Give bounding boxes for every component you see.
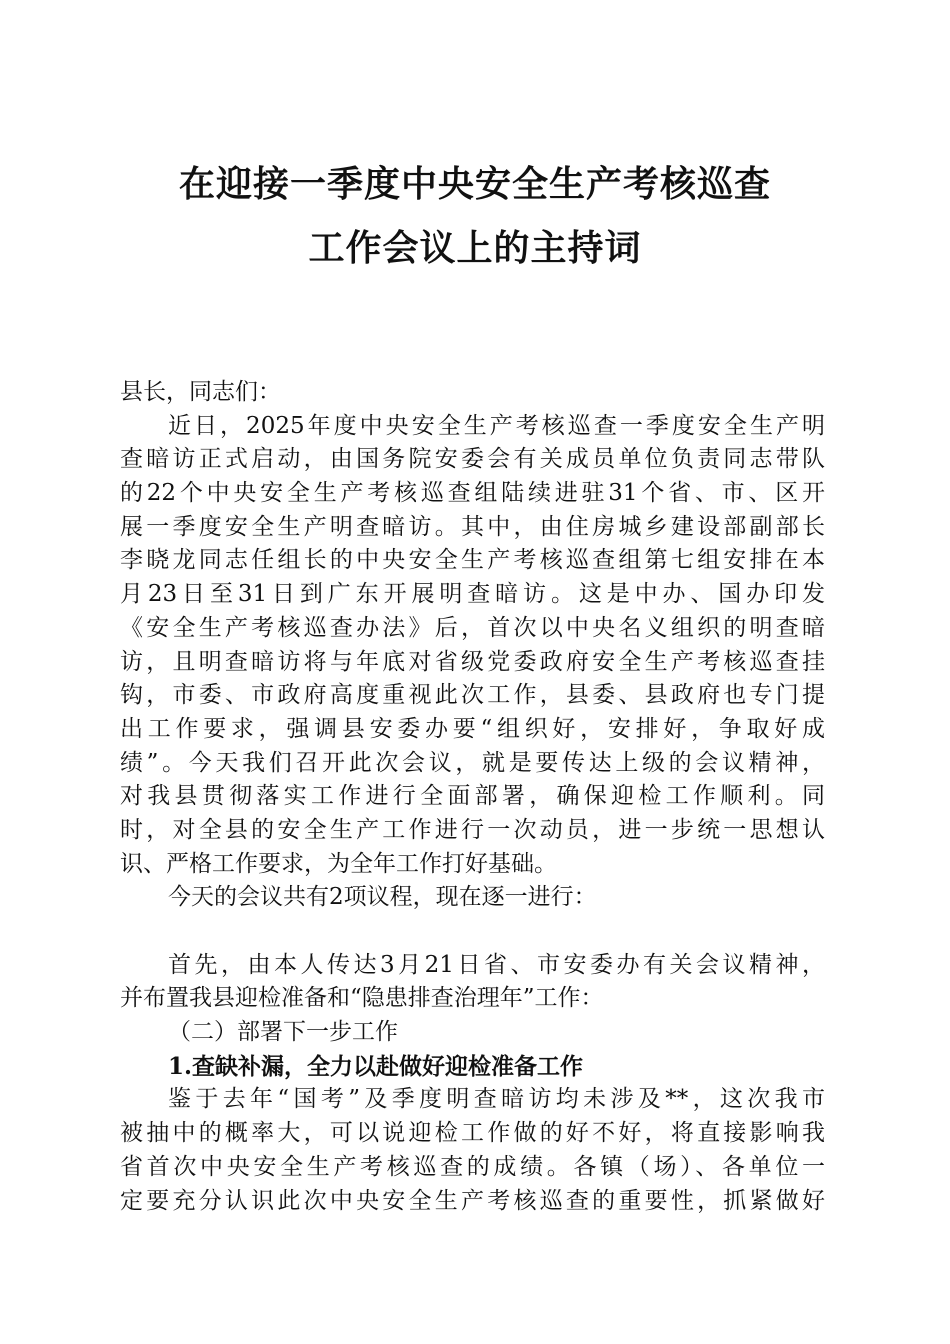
- paragraph-line: 定要充分认识此次中央安全生产考核巡查的重要性，抓紧做好: [120, 1187, 825, 1214]
- paragraph-line: 首先，由本人传达3月21日省、市安委办有关会议精神，: [168, 951, 825, 978]
- paragraph-line: 的22个中央安全生产考核巡查组陆续进驻31个省、市、区开: [120, 480, 825, 507]
- document-title-line-1: 在迎接一季度中央安全生产考核巡查: [178, 163, 771, 205]
- blank-line: [120, 915, 825, 949]
- paragraph-line: 月23日至31日到广东开展明查暗访。这是中办、国办印发: [120, 581, 825, 608]
- subheading: 1.查缺补漏，全力以赴做好迎检准备工作: [168, 1052, 584, 1080]
- paragraph-line: 省首次中央安全生产考核巡查的成绩。各镇（场）、各单位一: [120, 1153, 825, 1180]
- paragraph-line: 对我县贯彻落实工作进行全面部署，确保迎检工作顺利。同: [120, 783, 825, 810]
- paragraph-line: 被抽中的概率大，可以说迎检工作做的好不好，将直接影响我: [120, 1120, 825, 1147]
- paragraph-line: 李晓龙同志任组长的中央安全生产考核巡查组第七组安排在本: [120, 547, 825, 574]
- paragraph-first-item: [120, 949, 825, 1016]
- paragraph-line: 《安全生产考核巡查办法》后，首次以中央名义组织的明查暗: [120, 614, 825, 641]
- paragraph-line: 时，对全县的安全生产工作进行一次动员，进一步统一思想认: [120, 816, 825, 843]
- paragraph-agenda: 今天的会议共有2项议程，现在逐一进行：: [168, 884, 597, 911]
- paragraph-line: 鉴于去年“国考”及季度明查暗访均未涉及**，这次我市: [168, 1086, 825, 1113]
- paragraph-line: 并布置我县迎检准备和“隐患排查治理年”工作：: [120, 985, 604, 1012]
- salutation: 县长，同志们：: [120, 379, 281, 405]
- paragraph-preparation: [120, 1083, 825, 1218]
- paragraph-line: 展一季度安全生产明查暗访。其中，由住房城乡建设部副部长: [120, 513, 825, 540]
- paragraph-line: 查暗访正式启动，由国务院安委会有关成员单位负责同志带队: [120, 446, 825, 473]
- paragraph-line: 绩”。今天我们召开此次会议，就是要传达上级的会议精神，: [120, 749, 825, 776]
- document-body: [120, 376, 825, 1218]
- paragraph-line: 出工作要求，强调县安委办要“组织好，安排好，争取好成: [120, 715, 825, 742]
- section-heading: （二）部署下一步工作: [168, 1019, 398, 1046]
- paragraph-line: 钩，市委、市政府高度重视此次工作，县委、县政府也专门提: [120, 682, 825, 709]
- paragraph-line: 访，且明查暗访将与年底对省级党委政府安全生产考核巡查挂: [120, 648, 825, 675]
- paragraph-line: 识、严格工作要求，为全年工作打好基础。: [120, 850, 557, 877]
- paragraph-line: 近日，2025年度中央安全生产考核巡查一季度安全生产明: [168, 412, 825, 439]
- document-title-line-2: 工作会议上的主持词: [308, 227, 642, 269]
- paragraph-intro: [120, 410, 825, 882]
